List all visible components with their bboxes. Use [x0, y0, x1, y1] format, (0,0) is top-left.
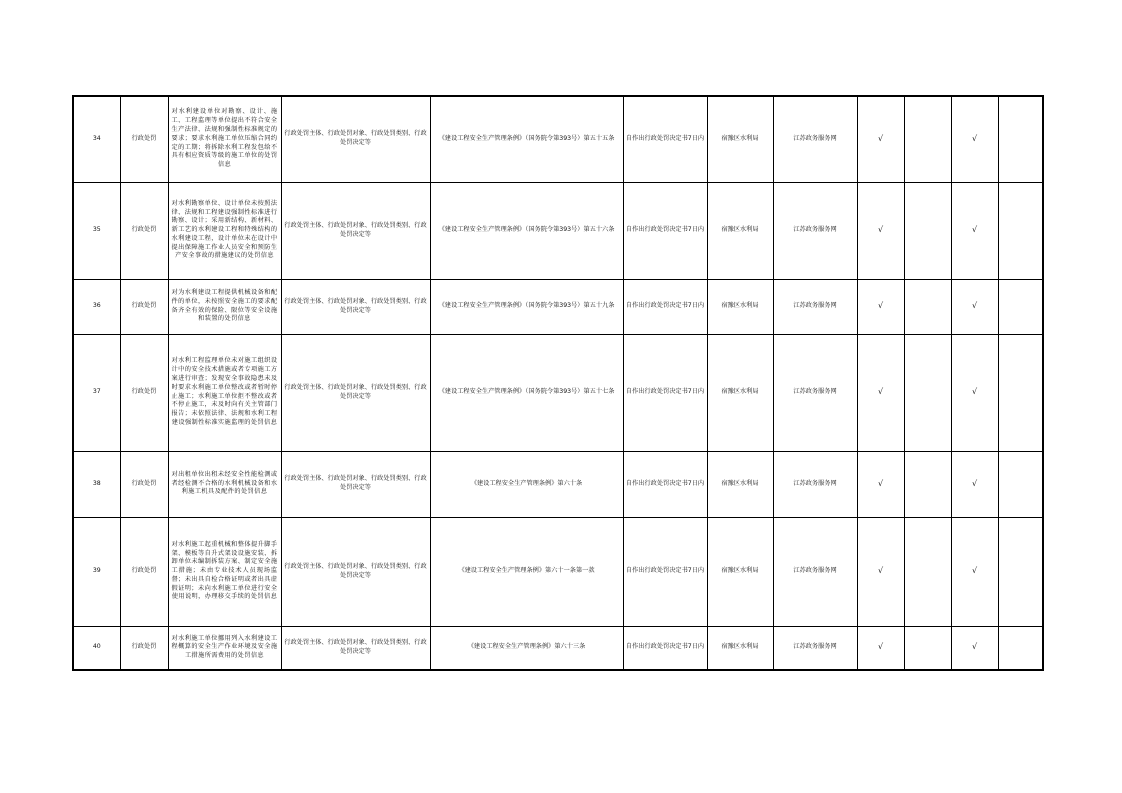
category-cell: 行政处罚: [120, 451, 168, 517]
subject-cell: 宿豫区水利局: [707, 334, 773, 451]
time-limit-cell: 自作出行政处罚决定书7日内: [623, 182, 707, 279]
time-limit-cell: 自作出行政处罚决定书7日内: [623, 279, 707, 334]
check-cell-4: [998, 334, 1043, 451]
time-limit-cell: 自作出行政处罚决定书7日内: [623, 334, 707, 451]
content-cell: 行政处罚主体、行政处罚对象、行政处罚类别、行政处罚决定等: [281, 451, 430, 517]
channel-cell: 江苏政务服务网: [773, 626, 857, 670]
basis-cell: 《建设工程安全生产管理条例》第六十三条: [430, 626, 623, 670]
basis-cell: 《建设工程安全生产管理条例》（国务院令第393号）第五十七条: [430, 334, 623, 451]
channel-cell: 江苏政务服务网: [773, 182, 857, 279]
channel-cell: 江苏政务服务网: [773, 334, 857, 451]
content-cell: 行政处罚主体、行政处罚对象、行政处罚类别、行政处罚决定等: [281, 96, 430, 182]
time-limit-cell: 自作出行政处罚决定书7日内: [623, 626, 707, 670]
check-cell-1: √: [857, 451, 904, 517]
check-cell-3: √: [951, 626, 998, 670]
check-cell-2: [904, 626, 951, 670]
check-cell-4: [998, 451, 1043, 517]
content-cell: 行政处罚主体、行政处罚对象、行政处罚类别、行政处罚决定等: [281, 182, 430, 279]
table-row: [73, 279, 1043, 334]
check-cell-1: √: [857, 626, 904, 670]
item-cell: 对出租单位出租未经安全性能检测或者经检测不合格的水利机械设备和水利施工机具及配件的处罚信息: [168, 451, 281, 517]
check-cell-3: √: [951, 334, 998, 451]
table-body: [73, 96, 1043, 670]
channel-cell: 江苏政务服务网: [773, 96, 857, 182]
time-limit-cell: 自作出行政处罚决定书7日内: [623, 517, 707, 626]
basis-cell: 《建设工程安全生产管理条例》（国务院令第393号）第五十五条: [430, 96, 623, 182]
item-cell: 对为水利建设工程提供机械设备和配件的单位，未按照安全施工的要求配备齐全有效的保险、限位等安全设施和装置的处罚信息: [168, 279, 281, 334]
check-cell-2: [904, 334, 951, 451]
category-cell: 行政处罚: [120, 182, 168, 279]
subject-cell: 宿豫区水利局: [707, 96, 773, 182]
subject-cell: 宿豫区水利局: [707, 517, 773, 626]
basis-cell: 《建设工程安全生产管理条例》第六十一条第一款: [430, 517, 623, 626]
item-cell: 对水利工程监理单位未对施工组织设计中的安全技术措施或者专项施工方案进行审查；发现安全事故隐患未及时要求水利施工单位整改或者暂时停止施工；水利施工单位拒不整改或者不停止施工，未及时向有关主管部门报告；未依照法律、法规和水利工程建设强制性标准实施监理的处罚信息: [168, 334, 281, 451]
table-row: [73, 517, 1043, 626]
check-cell-1: √: [857, 279, 904, 334]
content-cell: 行政处罚主体、行政处罚对象、行政处罚类别、行政处罚决定等: [281, 626, 430, 670]
table-row: [73, 96, 1043, 182]
seq-cell: 40: [73, 626, 120, 670]
seq-cell: 38: [73, 451, 120, 517]
subject-cell: 宿豫区水利局: [707, 279, 773, 334]
disclosure-table-page: [72, 95, 1042, 671]
check-cell-4: [998, 279, 1043, 334]
check-cell-3: √: [951, 182, 998, 279]
check-cell-4: [998, 182, 1043, 279]
check-cell-3: √: [951, 517, 998, 626]
basis-cell: 《建设工程安全生产管理条例》（国务院令第393号）第五十九条: [430, 279, 623, 334]
item-cell: 对水利建设单位对勘察、设计、施工、工程监理等单位提出不符合安全生产法律、法规和强制性标准规定的要求；要求水利施工单位压缩合同约定的工期；将拆除水利工程发包给不具有相应资质等级的施工单位的处罚信息: [168, 96, 281, 182]
channel-cell: 江苏政务服务网: [773, 451, 857, 517]
check-cell-4: [998, 626, 1043, 670]
table-row: [73, 451, 1043, 517]
seq-cell: 39: [73, 517, 120, 626]
seq-cell: 34: [73, 96, 120, 182]
item-cell: 对水利施工单位挪用列入水利建设工程概算的安全生产作业环境及安全施工措施所需费用的处罚信息: [168, 626, 281, 670]
item-cell: 对水利施工起重机械和整体提升脚手架、模板等自升式架设设施安装、拆卸单位未编制拆装方案、制定安全施工措施；未由专业技术人员现场监督；未出具自检合格证明或者出具虚假证明；未向水利施工单位进行安全使用说明，办理移交手续的处罚信息: [168, 517, 281, 626]
category-cell: 行政处罚: [120, 96, 168, 182]
channel-cell: 江苏政务服务网: [773, 517, 857, 626]
check-cell-1: √: [857, 517, 904, 626]
category-cell: 行政处罚: [120, 279, 168, 334]
subject-cell: 宿豫区水利局: [707, 451, 773, 517]
table-row: [73, 182, 1043, 279]
check-cell-2: [904, 451, 951, 517]
check-cell-4: [998, 96, 1043, 182]
basis-cell: 《建设工程安全生产管理条例》（国务院令第393号）第五十六条: [430, 182, 623, 279]
basis-cell: 《建设工程安全生产管理条例》第六十条: [430, 451, 623, 517]
check-cell-2: [904, 96, 951, 182]
category-cell: 行政处罚: [120, 517, 168, 626]
disclosure-table: [72, 95, 1044, 671]
category-cell: 行政处罚: [120, 626, 168, 670]
table-row: [73, 626, 1043, 670]
check-cell-1: √: [857, 182, 904, 279]
check-cell-4: [998, 517, 1043, 626]
seq-cell: 37: [73, 334, 120, 451]
check-cell-1: √: [857, 334, 904, 451]
table-row: [73, 334, 1043, 451]
seq-cell: 35: [73, 182, 120, 279]
time-limit-cell: 自作出行政处罚决定书7日内: [623, 96, 707, 182]
subject-cell: 宿豫区水利局: [707, 182, 773, 279]
check-cell-2: [904, 279, 951, 334]
content-cell: 行政处罚主体、行政处罚对象、行政处罚类别、行政处罚决定等: [281, 279, 430, 334]
channel-cell: 江苏政务服务网: [773, 279, 857, 334]
content-cell: 行政处罚主体、行政处罚对象、行政处罚类别、行政处罚决定等: [281, 517, 430, 626]
subject-cell: 宿豫区水利局: [707, 626, 773, 670]
check-cell-2: [904, 182, 951, 279]
check-cell-3: √: [951, 279, 998, 334]
seq-cell: 36: [73, 279, 120, 334]
category-cell: 行政处罚: [120, 334, 168, 451]
time-limit-cell: 自作出行政处罚决定书7日内: [623, 451, 707, 517]
check-cell-1: √: [857, 96, 904, 182]
item-cell: 对水利勘察单位、设计单位未按照法律、法规和工程建设强制性标准进行勘察、设计；采用新结构、新材料、新工艺的水利建设工程和特殊结构的水利建设工程，设计单位未在设计中提出保障施工作业人员安全和预防生产安全事故的措施建议的处罚信息: [168, 182, 281, 279]
check-cell-2: [904, 517, 951, 626]
content-cell: 行政处罚主体、行政处罚对象、行政处罚类别、行政处罚决定等: [281, 334, 430, 451]
check-cell-3: √: [951, 451, 998, 517]
check-cell-3: √: [951, 96, 998, 182]
